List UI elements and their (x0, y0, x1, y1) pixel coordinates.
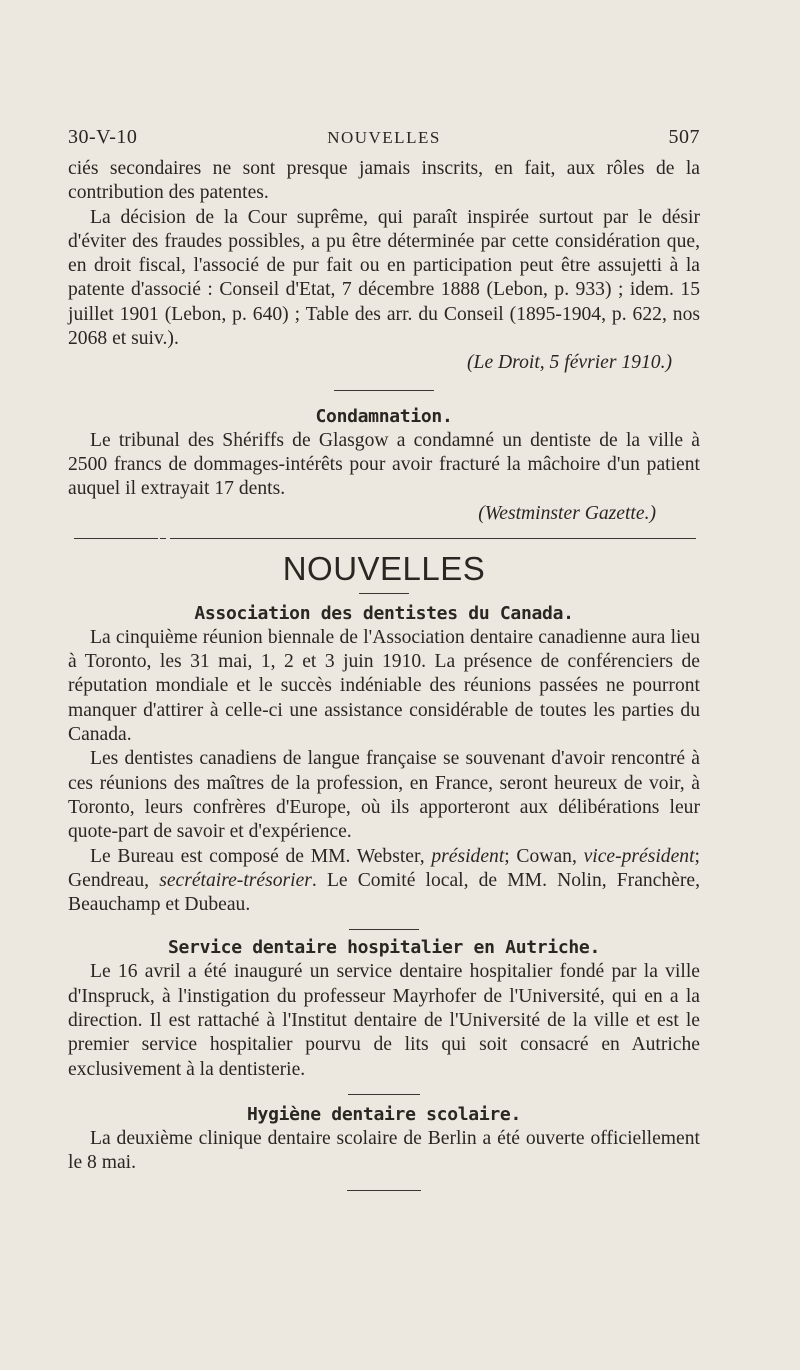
text-column (68, 157, 700, 1191)
association-heading: Association des dentistes du Canada. (194, 602, 574, 624)
separator-rule (348, 1094, 420, 1095)
source-citation: (Le Droit, 5 février 1910.) (467, 352, 672, 374)
separator-rule (334, 390, 434, 391)
association-paragraph: Les dentistes canadiens de langue française se souvenant d'avoir rencontré à ces réunions des maîtres de la profession, en France, seront heureux de voir, à Toronto, leurs confrères d'Europe, où ils apporteront aux délibérations leur quote-part de savoir et d'expérience. (68, 748, 700, 843)
association-paragraph: La cinquième réunion biennale de l'Association dentaire canadienne aura lieu à Toronto, les 31 mai, 1, 2 et 3 juin 1910. La présence de conférenciers de réputation mondiale et le succès indéniable des réunions passées ne pourront manquer d'attirer à celle-ci une assistance considérable de toutes les parties du Canada. (68, 626, 700, 746)
header-date: 30-V-10 (68, 126, 138, 148)
separator-rule (347, 1190, 421, 1191)
condamnation-paragraph: Le tribunal des Shériffs de Glasgow a condamné un dentiste de la ville à 2500 francs de dommages-intérêts pour avoir fracturé la mâchoire d'un patient auquel il extrayait 17 dents. (68, 429, 700, 500)
hygiene-paragraph: La deuxième clinique dentaire scolaire de Berlin a été ouverte officiellement le 8 mai. (68, 1127, 700, 1174)
page-number: 507 (668, 126, 700, 148)
separator-rule (349, 929, 419, 930)
double-separator-rule (68, 538, 700, 539)
service-heading: Service dentaire hospitalier en Autriche. (167, 937, 600, 959)
source-citation: (Westminster Gazette.) (478, 502, 656, 524)
running-header (68, 126, 700, 152)
condamnation-heading: Condamnation. (315, 405, 453, 427)
header-title: NOUVELLES (327, 128, 441, 147)
hygiene-heading: Hygiène dentaire scolaire. (247, 1103, 521, 1125)
decision-paragraph: La décision de la Cour suprême, qui paraît inspirée surtout par le désir d'éviter des fraudes possibles, a pu être déterminée par cette considération que, en droit fiscal, l'associé de pur fait ou en participation peut être assujetti à la patente d'associé : Conseil d'Etat, 7 décembre 1888 (Lebon, p. 933) ; idem. 15 juillet 1901 (Lebon, p. 640) ; Table des arr. du Conseil (1895-1904, p. 622, nos 2068 et suiv.). (68, 206, 700, 350)
separator-rule (359, 593, 409, 594)
bureau-paragraph: Le Bureau est composé de MM. Webster, président; Cowan, vice-président; Gendreau, secrétaire-trésorier. Le Comité local, de MM. Nolin, Franchère, Beauchamp et Dubeau. (68, 845, 700, 916)
service-paragraph: Le 16 avril a été inauguré un service dentaire hospitalier fondé par la ville d'Inspruck, à l'instigation du professeur Mayrhofer de l'Université, qui en a la direction. Il est rattaché à l'Institut dentaire de l'Université de la ville et est le premier service hospitalier pourvu de lits qui soit consacré en Autriche exclusivement à la dentisterie. (68, 961, 700, 1080)
continuation-paragraph: ciés secondaires ne sont presque jamais inscrits, en fait, aux rôles de la contribution des patentes. (68, 158, 700, 204)
section-title: NOUVELLES (282, 549, 486, 587)
